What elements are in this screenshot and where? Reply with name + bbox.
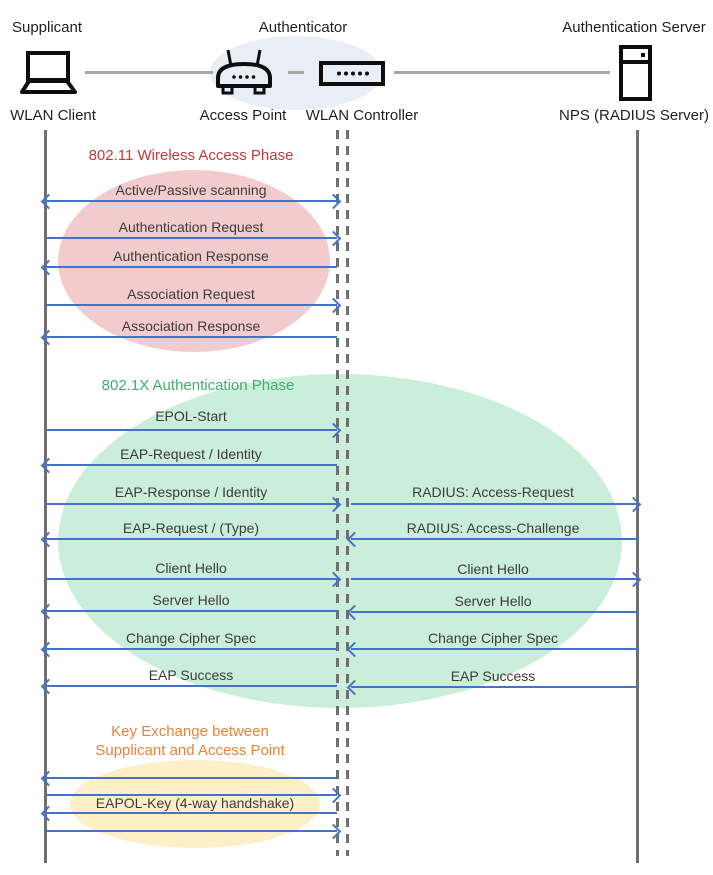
msg-arrow-eap-response-identity [45,503,337,505]
msg-arrow-client-hello-left [45,578,337,580]
msg-arrow-change-cipher-spec-left [45,648,337,650]
msg-label-eapol-key: EAPOL-Key (4-way handshake) [95,795,295,811]
msg-label-radius-access-challenge: RADIUS: Access-Challenge [406,520,580,536]
phase2-ellipse [58,374,622,708]
msg-label-authentication-response: Authentication Response [113,248,269,264]
msg-label-server-hello-left: Server Hello [152,592,230,608]
msg-arrow-active-passive-scanning [45,200,337,202]
msg-label-epol-start: EPOL-Start [155,408,227,424]
msg-label-eap-request-identity: EAP-Request / Identity [120,446,262,462]
role-authenticator: Authenticator [258,19,348,36]
role-authentication-server: Authentication Server [562,19,706,36]
msg-label-eap-success-left: EAP Success [148,667,234,683]
msg-arrow-eap-success-right [351,686,637,688]
device-wlan-client: WLAN Client [10,107,96,124]
lifeline-wlan-client [44,130,47,863]
msg-arrow-eapol-key-3 [45,812,337,814]
phase3-title-line1: Key Exchange between [111,723,269,740]
msg-arrow-radius-access-challenge [351,538,637,540]
msg-label-change-cipher-spec-left: Change Cipher Spec [126,630,256,646]
msg-arrow-server-hello-left [45,610,337,612]
msg-label-change-cipher-spec-right: Change Cipher Spec [428,630,558,646]
msg-arrow-eap-request-type [45,538,337,540]
laptop-icon [12,50,84,96]
connector-ap-controller [288,71,304,74]
msg-label-client-hello-right: Client Hello [457,561,529,577]
wlan-controller-icon [318,60,386,87]
lifeline-nps [636,130,639,863]
phase1-title: 802.11 Wireless Access Phase [88,147,294,164]
msg-label-radius-access-request: RADIUS: Access-Request [412,484,574,500]
msg-label-eap-success-right: EAP Success [450,668,536,684]
lifeline-wlan-controller-right [346,130,349,856]
device-nps: NPS (RADIUS Server) [558,107,710,124]
server-icon [618,44,654,102]
msg-arrow-change-cipher-spec-right [351,648,637,650]
msg-label-eap-request-type: EAP-Request / (Type) [122,520,260,536]
msg-arrow-association-request [45,304,337,306]
msg-arrow-eap-success-left [45,685,337,687]
msg-arrow-epol-start [45,429,337,431]
phase3-title-line2: Supplicant and Access Point [95,742,285,759]
msg-arrow-server-hello-right [351,611,637,613]
phase3-title [95,722,284,760]
msg-arrow-radius-access-request [351,503,637,505]
msg-arrow-eapol-key-1 [45,777,337,779]
access-point-icon [213,46,275,98]
device-wlan-controller: WLAN Controller [305,107,419,124]
msg-arrow-eapol-key-4 [45,830,337,832]
phase2-title: 802.1X Authentication Phase [101,377,295,394]
connector-controller-server [394,71,610,74]
msg-arrow-authentication-response [45,266,337,268]
msg-label-active-passive-scanning: Active/Passive scanning [115,182,267,198]
msg-label-client-hello-left: Client Hello [155,560,227,576]
msg-arrow-association-response [45,336,337,338]
msg-label-authentication-request: Authentication Request [118,219,264,235]
msg-arrow-eap-request-identity [45,464,337,466]
msg-arrow-client-hello-right [351,578,637,580]
connector-client-ap [85,71,213,74]
msg-label-association-request: Association Request [127,286,255,302]
device-access-point: Access Point [199,107,287,124]
msg-label-server-hello-right: Server Hello [454,593,532,609]
msg-label-eap-response-identity: EAP-Response / Identity [114,484,268,500]
msg-label-association-response: Association Response [121,318,261,334]
msg-arrow-authentication-request [45,237,337,239]
role-supplicant: Supplicant [11,19,83,36]
